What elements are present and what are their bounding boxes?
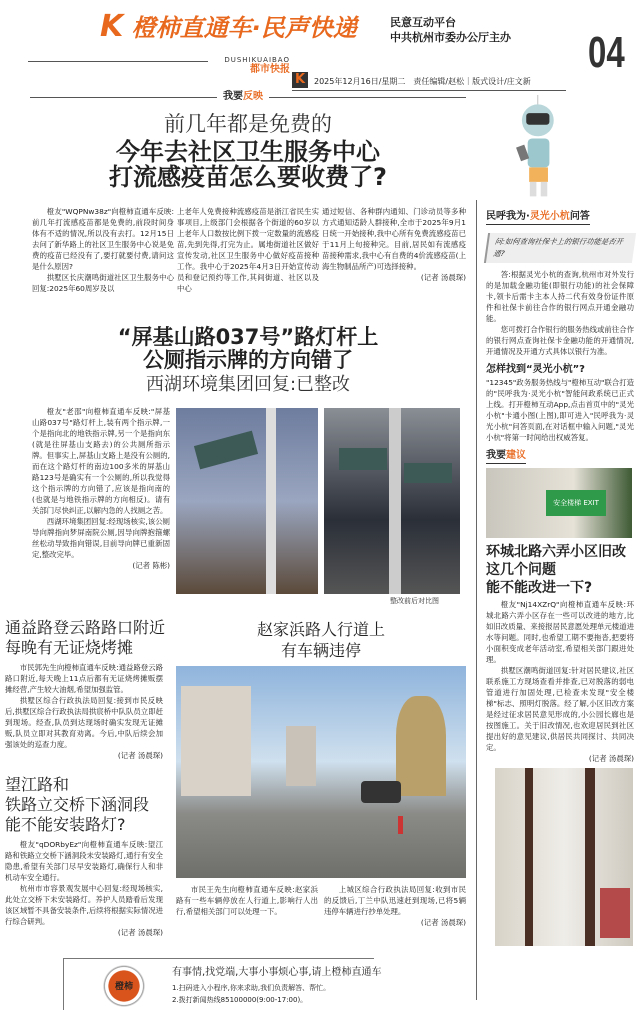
qa-question: 问:如何查询社保卡上的银行功能是否开通? bbox=[484, 233, 636, 263]
article2-headline: “屏基山路037号”路灯杆上 公厕指示牌的方向错了 bbox=[117, 325, 379, 372]
article1-headline: 今年去社区卫生服务中心 打流感疫苗怎么要收费了? bbox=[109, 138, 387, 191]
article4-body: 橙友"qDORbyEz"向橙柿直通车反映:望江路和铁路立交桥下涵洞段未安装路灯,通行有安全隐患,希望有关部门尽早安装路灯,确保行人和非机动车安全通行。 杭州市市容景观发展中心回复:经现场核实,此处立交桥下未安装路灯。养护人员踏看后发现该区域暂不具备安装条件,后续将根据实际情况进行综合研判。 bbox=[5, 840, 163, 926]
exit-sign: 安全楼梯 EXIT bbox=[546, 490, 606, 516]
qa-howto-text: "12345"政务服务热线与"橙柿互动"联合打造的"民呼我为·灵光小杭"智能问政系统已正式上线。打开橙柿互动App,点击首页中的"灵光小杭"卡通小图(上图),即可进入"民呼我为·灵光小杭"问答页面,在对话框中输入问题,"灵光小杭"将第一时间给出权威答复。 bbox=[486, 378, 634, 442]
right-column bbox=[486, 204, 634, 946]
qa-howto-title: 怎样找到“灵光小杭”? bbox=[486, 364, 585, 375]
left-column-lower bbox=[5, 618, 171, 938]
column-rule bbox=[476, 200, 477, 1000]
article2-body: 橙友"老邵"向橙柿直通车反映:"屏基山路037号"路灯杆上,装有两个指示牌,一个是指向北的地铁指示牌,另一个是指向东(就是往屏基山支路去)的公共厕所指示牌。但事实上,屏基山支路上是没有公厕的,而在这个路灯杆的南边100多米的屏基山路123号是确实有一个公厕的,所以我觉得这个指示牌的方向错了,应该是指向南的(也就是与地铁指示牌的方向相反)。请有关部门尽快纠正,以解内急的人找厕之苦。 西湖环境集团回复:经现场核实,该公厕导向牌指向梦屏南院公厕,因导向牌抱箍螺丝松动导致指向错误,目前导向牌已重新固定,整改完毕。 bbox=[32, 407, 170, 559]
footer-headline: 有事情,找党端,大事小事烦心事,请上橙柿直通车 bbox=[172, 967, 382, 978]
footer-line2: 2.拨打新闻热线85100000(9:00-17:00)。 bbox=[172, 996, 308, 1004]
article1-kicker: 前几年都是免费的 bbox=[164, 112, 332, 136]
article3-headline: 通益路登云路路口附近 每晚有无证烧烤摊 bbox=[5, 618, 166, 657]
article6-byline: (记者 汤晨琛) bbox=[588, 754, 634, 763]
brand-k-icon: K bbox=[292, 72, 308, 88]
qr-logo-text: 橙柿 bbox=[114, 982, 133, 992]
mascot-robot-illustration bbox=[505, 95, 575, 200]
article6-body: 橙友"Nj14XZrQ"向橙柿直通车反映:环城北路六弄小区存在一些可以改进的地方,比如旧改质量、来接报居民意愿处理单元楼道进水等问题。同时,也希望工期不要拖沓,把要将小面积变成老年活动室,希望相关部门跟进处理。 拱墅区潮鸣街道回复:针对居民建议,社区联系施工方现场查看并排查,已对脱落的弱电管道进行加固处理,已检查未发现"安全楼梯"标志、照明灯脱落。经了解,小区旧改方案是经过征求居民意见形成的,小公园长廊也是按图施工。关于旧改情况,也欢迎居民到社区提出好的意见建议,供居民共同探讨、共同决定。 bbox=[486, 600, 634, 752]
article2-byline: (记者 陈彬) bbox=[132, 561, 170, 570]
footer-line1: 1.扫码进入小程序,你来求助,我们负责解答、帮忙。 bbox=[172, 984, 331, 992]
qa-title: 民呼我为·灵光小杭问答 bbox=[486, 210, 590, 225]
photo-caption: 整改前后对比图 bbox=[390, 597, 439, 605]
article5-headline: 赵家浜路人行道上 有车辆违停 bbox=[256, 620, 385, 660]
article4-headline: 望江路和 铁路立交桥下涵洞段 能不能安装路灯? bbox=[5, 775, 150, 834]
article2-body-wrap bbox=[32, 406, 170, 571]
section-label-report: 我要反映 bbox=[217, 90, 269, 104]
article5-col2: 上城区综合行政执法局回复:收到市民的反馈后,丁兰中队迅速赶到现场,已将5辆违停车辆进行抄单处理。 bbox=[324, 885, 466, 916]
article1-col2: 上老年人免费接种流感疫苗是浙江省民生实事项目,上级部门会根据各个街道的60岁以上老年人口数按比例下拨一定数量的流感疫苗,先到先得,打完为止。属地街道社区做好宣传发动,社区卫生服务中心做好疫苗接种工作。我中心于2025年4月3日开始宣传动员和登记预约等工作,其间街道、社区以及中心 bbox=[177, 207, 319, 293]
photo-exit-sign bbox=[486, 468, 632, 538]
divider bbox=[28, 61, 208, 62]
dateline: 2025年12月16日/星期二 责任编辑/赵松｜版式设计/庄文新 bbox=[314, 77, 531, 86]
section-label-suggest: 我要建议 bbox=[486, 449, 526, 464]
article3-byline: (记者 汤晨琛) bbox=[117, 751, 163, 760]
article4-byline: (记者 汤晨琛) bbox=[117, 928, 163, 937]
article3-body: 市民郭先生向橙柿直通车反映:通益路登云路路口附近,每天晚上11点后都有无证烧烤摊贩摆摊经营,产生较大油烟,希望加强监管。 拱墅区综合行政执法局回复:接到市民反映后,拱墅区综合行政执法局拱宸桥中队队员立即赶到现场。经查,队员到达现场时确实发现无证摊贩,队员立即对其教育劝离。今后,中队后续会加强该处的巡查力度。 bbox=[5, 663, 163, 749]
article1-col3-wrap bbox=[322, 206, 466, 283]
publisher-info: 民意互动平台 中共杭州市委办公厅主办 bbox=[390, 16, 511, 44]
photo-stairwell bbox=[495, 768, 633, 946]
page-number: 04 bbox=[588, 28, 625, 77]
article6-headline: 环城北路六弄小区旧改 这几个问题 能不能改进一下? bbox=[486, 544, 626, 596]
article1-byline: (记者 汤晨琛) bbox=[420, 273, 466, 282]
qr-code-icon[interactable] bbox=[100, 962, 148, 1010]
article5-byline: (记者 汤晨琛) bbox=[420, 918, 466, 927]
masthead-logo: K 橙柿直通车·民声快递 bbox=[100, 9, 357, 44]
article1-col3: 通过短信、各种群内通知、门诊动员等多种方式通知适龄人群接种,全市于2025年9月1日统一开始接种,我中心所有免费流感疫苗已于11月上旬接种完。目前,居民如有流感疫苗接种需求,我中心有自费的4价流感疫苗(上海生物制品所产)可选择接种。 bbox=[322, 207, 466, 271]
article5-col1: 市民王先生向橙柿直通车反映:赵家浜路有一些车辆停放在人行道上,影响行人出行,希望相关部门可以处理一下。 bbox=[176, 885, 318, 916]
article1-col1: 橙友"WQPNw38z"向橙柿直通车反映:前几年打流感疫苗都是免费的,前段时间身体有不适的情况,所以没有去打。12月15日去问了新华路上的社区卫生服务中心说是免费的疫苗已经没有了,要打就要付费,请问这是什么原因? 拱墅区长庆潮鸣街道社区卫生服务中心回复:2025年60周岁及以 bbox=[32, 207, 174, 293]
divider bbox=[292, 90, 566, 91]
photo-before bbox=[176, 408, 318, 594]
photo-after bbox=[324, 408, 460, 594]
newspaper-brand: DUSHIKUAIBAO 都市快报 bbox=[224, 56, 290, 75]
article2-subhead: 西湖环境集团回复:已整改 bbox=[145, 374, 351, 395]
qa-answer: 答:根据灵光小杭的查询,杭州市对外发行的是加载金融功能(即银行功能)的社会保障卡,领卡后需卡主本人持二代有效身份证件原件和社保卡前往合作的银行网点开通金融功能。 您可拨打合作银行的服务热线或前往合作的银行网点查询社保卡金融功能的开通情况,开通情况及开通方式具体以银行为准。 bbox=[486, 270, 634, 356]
photo-parked-cars bbox=[176, 666, 466, 878]
article5-col2-wrap bbox=[324, 884, 466, 928]
